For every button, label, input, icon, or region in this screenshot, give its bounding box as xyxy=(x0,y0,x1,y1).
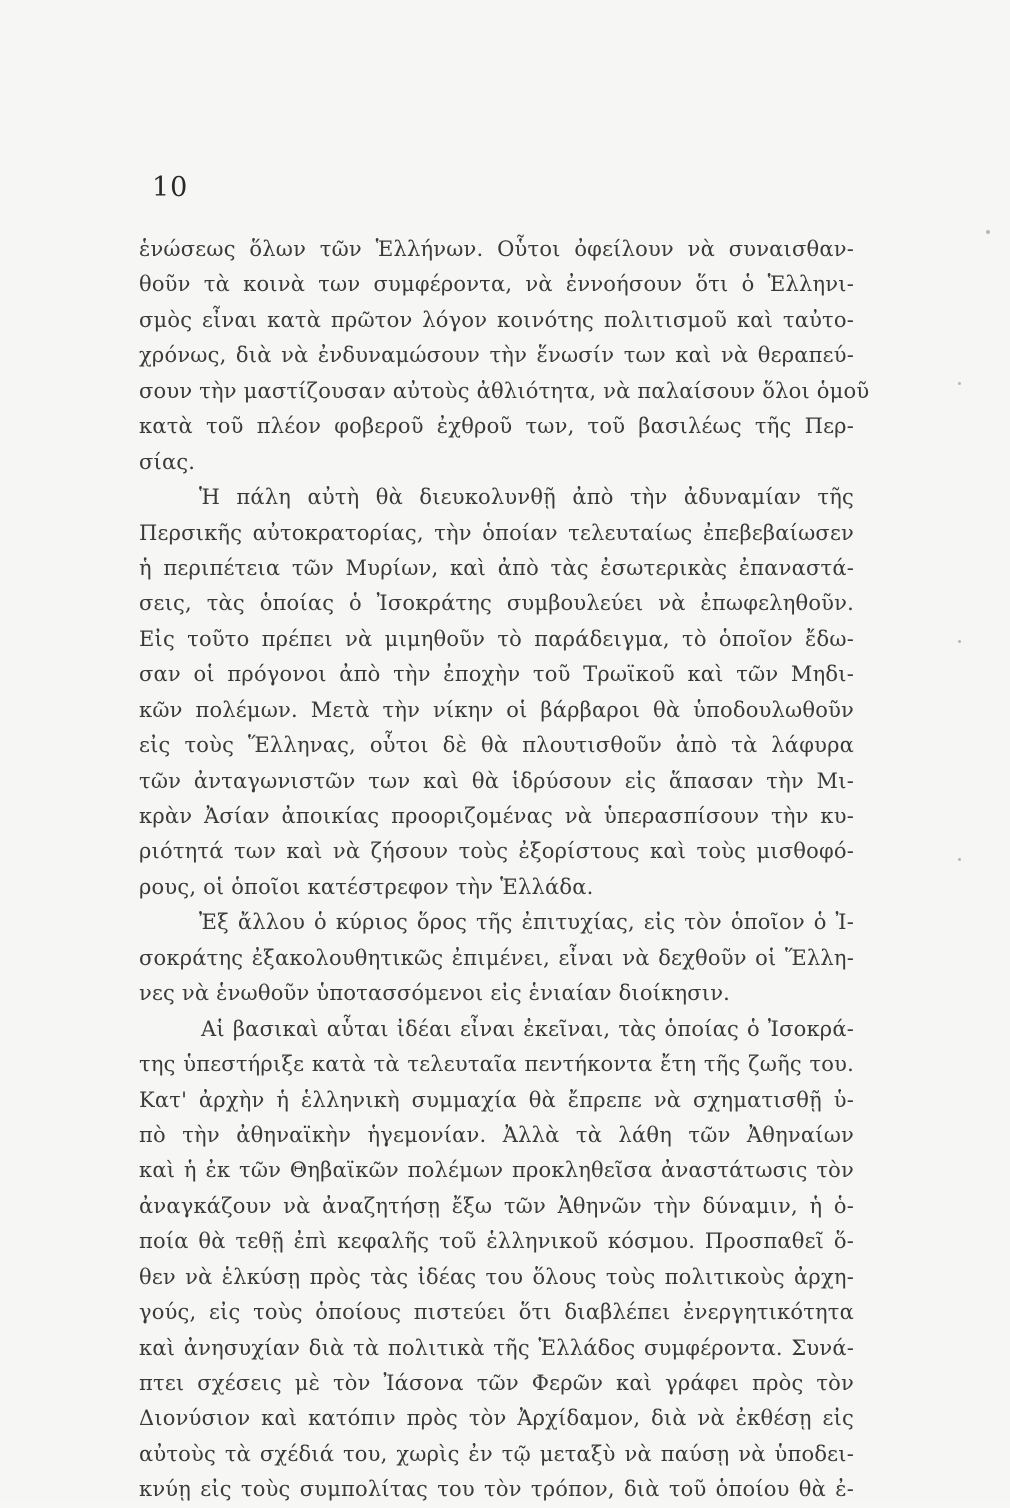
text-line: Περσικῆς αὐτοκρατορίας, τὴν ὁποίαν τελευταίως ἐπεβεβαίωσεν xyxy=(139,520,854,545)
text-line: κῶν πολέμων. Μετὰ τὴν νίκην οἱ βάρβαροι θὰ ὑποδουλωθοῦν xyxy=(139,697,854,722)
text-line: σίας. xyxy=(139,449,196,474)
text-line: τῶν ἀνταγωνιστῶν των καὶ θὰ ἱδρύσουν εἰς ἅπασαν τὴν Μι- xyxy=(139,768,854,793)
text-line: σαν οἱ πρόγονοι ἀπὸ τὴν ἐποχὴν τοῦ Τρωϊκοῦ καὶ τῶν Μηδι- xyxy=(139,662,854,687)
text-line: χρόνως, διὰ νὰ ἐνδυναμώσουν τὴν ἕνωσίν των καὶ νὰ θεραπεύ- xyxy=(139,343,854,368)
text-line: σουν τὴν μαστίζουσαν αὐτοὺς ἀθλιότητα, νὰ παλαίσουν ὅλοι ὁμοῦ xyxy=(139,378,870,403)
paper-speck xyxy=(958,640,961,643)
paper-speck xyxy=(986,230,990,234)
text-line: σοκράτης ἐξακολουθητικῶς ἐπιμένει, εἶναι νὰ δεχθοῦν οἱ Ἕλλη- xyxy=(139,945,854,970)
text-line: πὸ τὴν ἀθηναϊκὴν ἡγεμονίαν. Ἀλλὰ τὰ λάθη τῶν Ἀθηναίων xyxy=(139,1122,854,1147)
text-line: κρὰν Ἀσίαν ἀποικίας προοριζομένας νὰ ὑπερασπίσουν τὴν κυ- xyxy=(139,804,854,828)
paragraph-first-line: Αἱ βασικαὶ αὗται ἰδέαι εἶναι ἐκεῖναι, τὰς ὁποίας ὁ Ἰσοκρά- xyxy=(201,1016,854,1041)
paragraph-first-line: Ἡ πάλη αὐτὴ θὰ διευκολυνθῇ ἀπὸ τὴν ἀδυναμίαν τῆς xyxy=(199,485,854,510)
text-line: αὐτοὺς τὰ σχέδιά του, χωρὶς ἐν τῷ μεταξὺ νὰ παύσῃ νὰ ὑποδει- xyxy=(139,1441,854,1466)
text-line: γούς, εἰς τοὺς ὁποίους πιστεύει ὅτι διαβλέπει ἐνεργητικότητα xyxy=(139,1300,854,1325)
text-line: ἡ περιπέτεια τῶν Μυρίων, καὶ ἀπὸ τὰς ἐσωτερικὰς ἐπαναστά- xyxy=(139,555,854,580)
text-line: ρους, οἱ ὁποῖοι κατέστρεφον τὴν Ἑλλάδα. xyxy=(139,874,594,899)
text-line: ἑνώσεως ὅλων τῶν Ἑλλήνων. Οὗτοι ὀφείλουν νὰ συναισθαν- xyxy=(139,237,854,261)
paragraph-first-line: Ἐξ ἄλλου ὁ κύριος ὅρος τῆς ἐπιτυχίας, εἰς τὸν ὁποῖον ὁ Ἰ- xyxy=(199,910,854,935)
text-line: νες νὰ ἑνωθοῦν ὑποτασσόμενοι εἰς ἑνιαίαν διοίκησιν. xyxy=(139,981,731,1006)
text-line: καὶ ἡ ἐκ τῶν Θηβαϊκῶν πολέμων προκληθεῖσα ἀναστάτωσις τὸν xyxy=(139,1158,854,1183)
text-line: θεν νὰ ἑλκύσῃ πρὸς τὰς ἰδέας του ὅλους τοὺς πολιτικοὺς ἀρχη- xyxy=(139,1264,854,1289)
body-text xyxy=(139,232,870,1508)
paper-speck xyxy=(958,858,961,861)
text-line: κνύῃ εἰς τοὺς συμπολίτας του τὸν τρόπον, διὰ τοῦ ὁποίου θὰ ἐ- xyxy=(139,1477,854,1502)
page-number: 10 xyxy=(152,172,189,203)
text-line: κατὰ τοῦ πλέον φοβεροῦ ἐχθροῦ των, τοῦ βασιλέως τῆς Περ- xyxy=(139,414,854,439)
text-line: σεις, τὰς ὁποίας ὁ Ἰσοκράτης συμβουλεύει νὰ ἐπωφεληθοῦν. xyxy=(139,591,854,616)
text-line: θοῦν τὰ κοινὰ των συμφέροντα, νὰ ἐννοήσουν ὅτι ὁ Ἑλληνι- xyxy=(139,272,854,297)
text-line: σμὸς εἶναι κατὰ πρῶτον λόγον κοινότης πολιτισμοῦ καὶ ταὐτο- xyxy=(139,307,854,332)
text-line: καὶ ἀνησυχίαν διὰ τὰ πολιτικὰ τῆς Ἑλλάδος συμφέροντα. Συνά- xyxy=(139,1335,854,1360)
text-line: Διονύσιον καὶ κατόπιν πρὸς τὸν Ἀρχίδαμον, διὰ νὰ ἐκθέσῃ εἰς xyxy=(139,1406,854,1431)
text-line: πτει σχέσεις μὲ τὸν Ἰάσονα τῶν Φερῶν καὶ γράφει πρὸς τὸν xyxy=(139,1371,854,1395)
text-line: εἰς τοὺς Ἕλληνας, οὗτοι δὲ θὰ πλουτισθοῦν ἀπὸ τὰ λάφυρα xyxy=(139,733,854,758)
text-line: ἀναγκάζουν νὰ ἀναζητήσῃ ἔξω τῶν Ἀθηνῶν τὴν δύναμιν, ἡ ὁ- xyxy=(139,1193,854,1218)
text-line: ριότητά των καὶ νὰ ζήσουν τοὺς ἐξορίστους καὶ τοὺς μισθοφό- xyxy=(139,839,854,864)
text-line: ποία θὰ τεθῇ ἐπὶ κεφαλῆς τοῦ ἑλληνικοῦ κόσμου. Προσπαθεῖ ὅ- xyxy=(139,1229,854,1254)
text-line: της ὑπεστήριξε κατὰ τὰ τελευταῖα πεντήκοντα ἔτη τῆς ζωῆς του. xyxy=(139,1052,854,1077)
text-line: Εἰς τοῦτο πρέπει νὰ μιμηθοῦν τὸ παράδειγμα, τὸ ὁποῖον ἔδω- xyxy=(139,626,854,651)
paper-speck xyxy=(958,382,961,385)
text-line: Κατ' ἀρχὴν ἡ ἑλληνικὴ συμμαχία θὰ ἔπρεπε νὰ σχηματισθῇ ὑ- xyxy=(139,1087,854,1112)
